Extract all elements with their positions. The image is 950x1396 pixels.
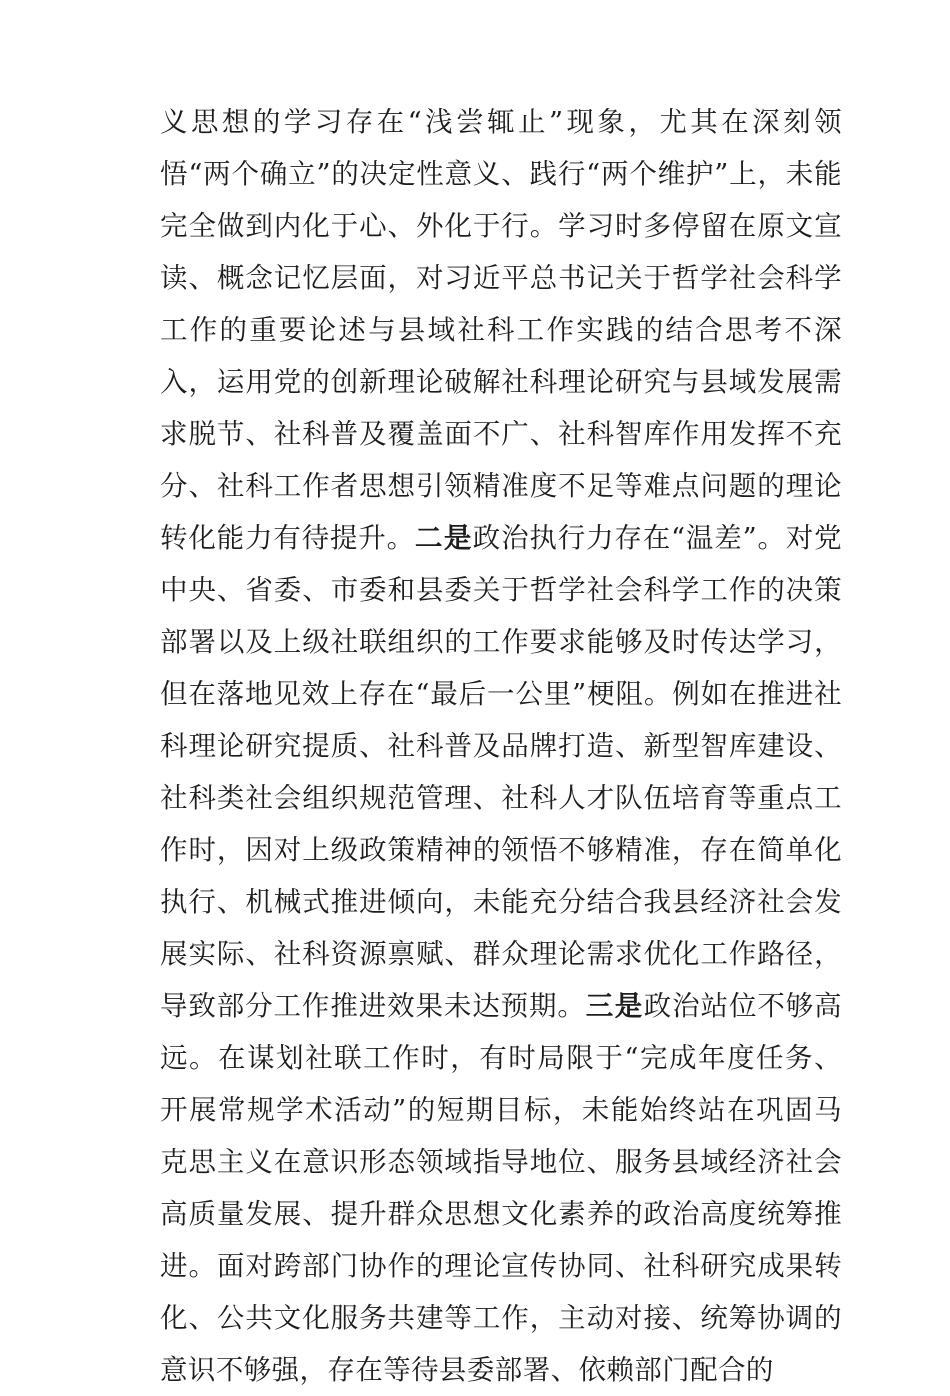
paragraph-block <box>160 96 842 1396</box>
document-body <box>160 96 842 1396</box>
paragraph-lead-2: 二是 <box>414 522 473 554</box>
paragraph-text-3: 政治站位不够高远。在谋划社联工作时，有时局限于“完成年度任务、开展常规学术活动”的短期目标，未能始终站在巩固马克思主义在意识形态领域指导地位、服务县域经济社会高质量发展、提升群众思想文化素养的政治高度统筹推进。面对跨部门协作的理论宣传协同、社科研究成果转化、公共文化服务共建等工作，主动对接、统筹协调的意识不够强，存在等待县委部署、依赖部门配合的 <box>160 990 842 1386</box>
paragraph-text-2: 政治执行力存在“温差”。对党中央、省委、市委和县委关于哲学社会科学工作的决策部署以及上级社联组织的工作要求能够及时传达学习，但在落地见效上存在“最后一公里”梗阻。例如在推进社科理论研究提质、社科普及品牌打造、新型智库建设、社科类社会组织规范管理、社科人才队伍培育等重点工作时，因对上级政策精神的领悟不够精准，存在简单化执行、机械式推进倾向，未能充分结合我县经济社会发展实际、社科资源禀赋、群众理论需求优化工作路径，导致部分工作推进效果未达预期。 <box>160 522 843 1022</box>
paragraph-text-1: 义思想的学习存在“浅尝辄止”现象，尤其在深刻领悟“两个确立”的决定性意义、践行“两个维护”上，未能完全做到内化于心、外化于行。学习时多停留在原文宣读、概念记忆层面，对习近平总书记关于哲学社会科学工作的重要论述与县域社科工作实践的结合思考不深入，运用党的创新理论破解社科理论研究与县域发展需求脱节、社科普及覆盖面不广、社科智库作用发挥不充分、社科工作者思想引领精准度不足等难点问题的理论转化能力有待提升。 <box>160 106 842 554</box>
paragraph-lead-3: 三是 <box>585 990 644 1022</box>
